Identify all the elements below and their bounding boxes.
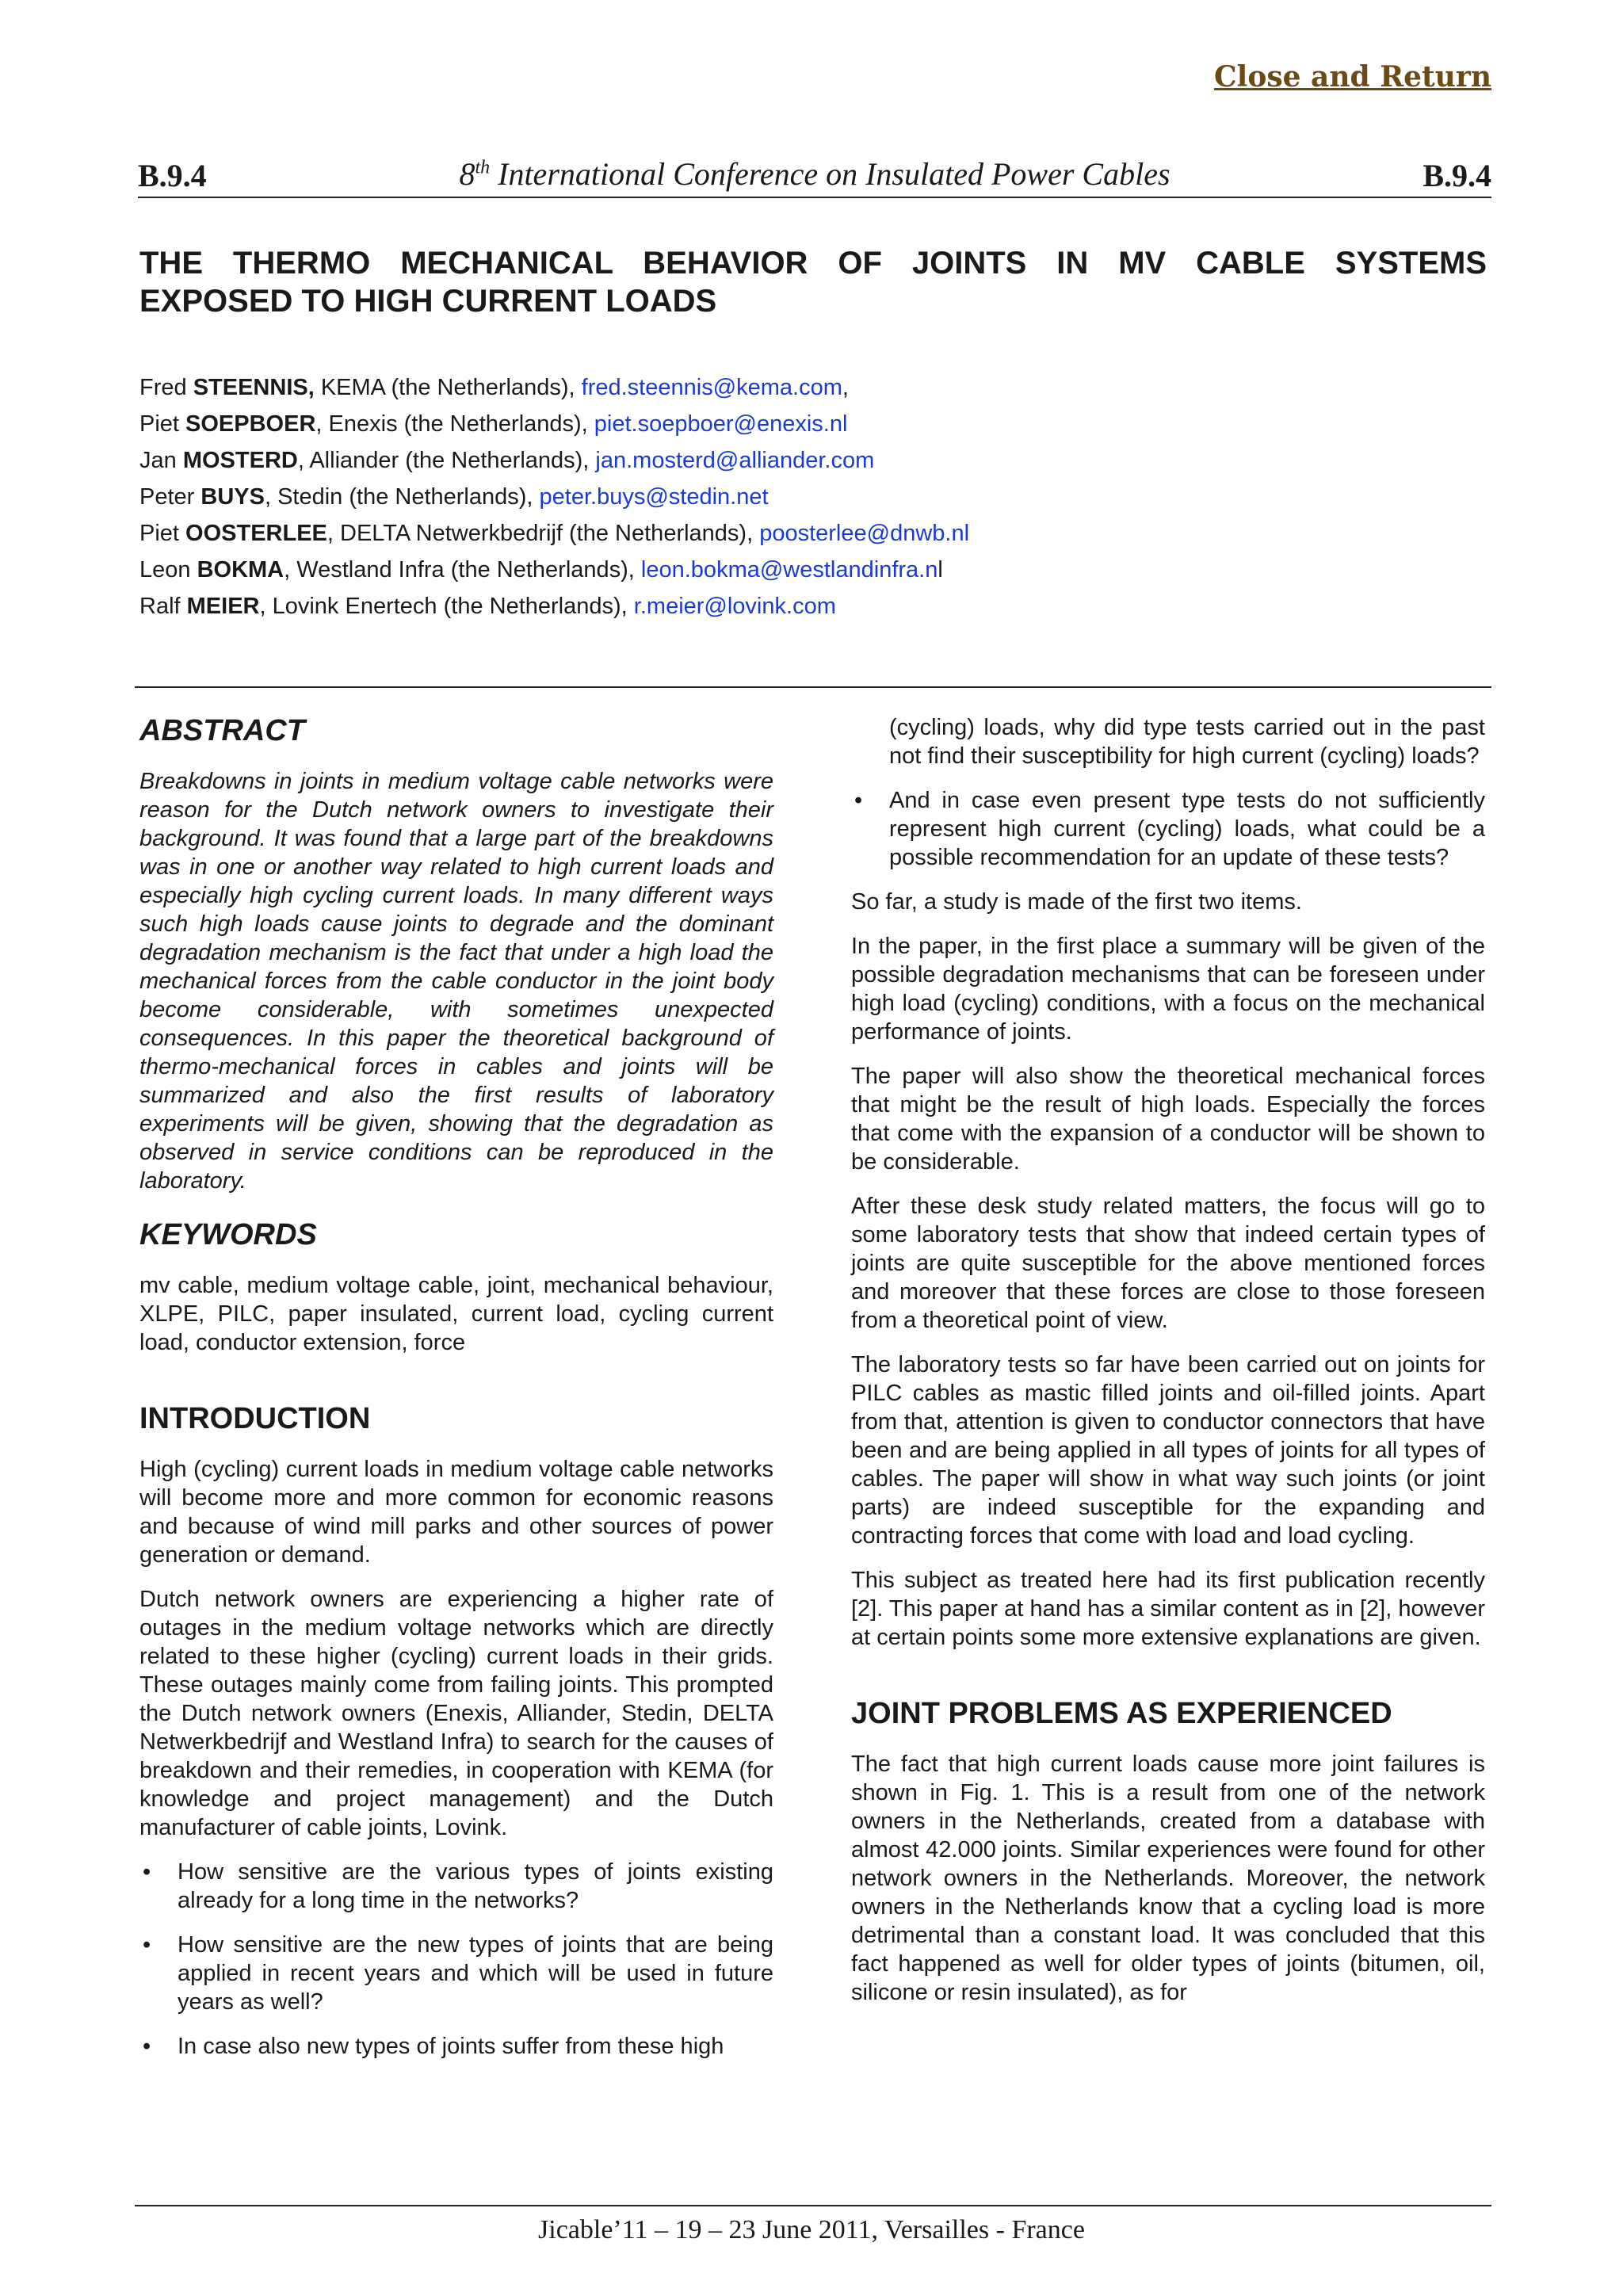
- author-affiliation: , Alliander (the Netherlands),: [297, 448, 596, 473]
- right-column: [851, 713, 1485, 2023]
- list-item: [851, 786, 1485, 872]
- paragraph: The paper will also show the theoretical mechanical forces that might be the result of high loads. Especially the forces that come with the expansion of a conductor will be shown to be considerable.: [851, 1064, 1485, 1175]
- author-line: [139, 552, 969, 588]
- author-line: [139, 369, 969, 406]
- author-list: [139, 369, 969, 625]
- footer-divider: [135, 2205, 1491, 2206]
- question-list: [139, 1858, 773, 2061]
- conference-title: International Conference on Insulated Power Cables: [490, 156, 1170, 192]
- abstract-text: Breakdowns in joints in medium voltage cable networks were reason for the Dutch network owners to investigate their background. It was found that a large part of the breakdowns was in one or another way related to high current loads and especially high cycling current loads. In many different ways such high loads cause joints to degrade and the dominant degradation mechanism is the fact that under a high load the mechanical forces from the cable conductor in the joint body become considerable, with sometimes unexpected consequences. In this paper the theoretical background of thermo-mechanical forces in cables and joints will be summarized and also the first results of laboratory experiments will be given, showing that the degradation as observed in service conditions can be reproduced in the laboratory.: [139, 769, 773, 1194]
- paper-code-left: B.9.4: [138, 158, 207, 193]
- author-line: [139, 479, 969, 515]
- author-last-name: MEIER: [186, 594, 260, 619]
- list-item-text: In case also new types of joints suffer from these high: [178, 2034, 724, 2059]
- close-and-return-link[interactable]: Close and Return: [1213, 60, 1491, 94]
- author-first-name: Piet: [139, 521, 186, 546]
- paper-title: [139, 244, 1487, 320]
- conference-ordinal-suffix: th: [475, 157, 491, 178]
- author-line: [139, 588, 969, 625]
- author-last-name: OOSTERLEE: [185, 521, 327, 546]
- bullet-icon: •: [854, 788, 863, 813]
- author-last-name: STEENNIS,: [193, 375, 315, 400]
- author-email-link[interactable]: jan.mosterd@alliander.com: [595, 448, 875, 473]
- keywords-text: mv cable, medium voltage cable, joint, mechanical behaviour, XLPE, PILC, paper insulated, current load, cycling current load, conductor extension, force: [139, 1273, 773, 1355]
- author-line: [139, 442, 969, 479]
- author-last-name: BUYS: [200, 484, 265, 510]
- list-item-text: And in case even present type tests do not sufficiently represent high current (cycling) loads, what could be a possible recommendation for an update of these tests?: [889, 788, 1485, 870]
- author-first-name: Piet: [139, 411, 186, 437]
- abstract-heading: ABSTRACT: [139, 714, 305, 747]
- bullet-icon: •: [143, 2034, 151, 2059]
- author-line: [139, 515, 969, 552]
- keywords-heading: KEYWORDS: [139, 1218, 317, 1251]
- introduction-heading: INTRODUCTION: [139, 1402, 371, 1435]
- author-last-name: MOSTERD: [182, 448, 298, 473]
- author-email-link[interactable]: r.meier@lovink.com: [633, 594, 836, 619]
- list-item: [139, 1858, 773, 1915]
- author-tail: l: [938, 557, 943, 583]
- joint-problems-heading: JOINT PROBLEMS AS EXPERIENCED: [851, 1697, 1392, 1730]
- author-affiliation: , Westland Infra (the Netherlands),: [284, 557, 641, 583]
- header-divider: [135, 686, 1491, 688]
- intro-paragraph-2: Dutch network owners are experiencing a higher rate of outages in the medium voltage networks which are directly related to these higher (cycling) current loads in their grids. These outages mainly come from failing joints. This prompted the Dutch network owners (Enexis, Alliander, Stedin, DELTA Netwerkbedrijf and Westland Infra) to search for the causes of breakdown and their remedies, in cooperation with KEMA (for knowledge and project management) and the Dutch manufacturer of cable joints, Lovink.: [139, 1587, 773, 1840]
- list-item: [139, 2032, 773, 2061]
- question-list-continued: [851, 786, 1485, 872]
- bullet-continuation: (cycling) loads, why did type tests carried out in the past not find their susceptibility for high current (cycling) loads?: [889, 715, 1485, 769]
- list-item: [139, 1931, 773, 2016]
- author-affiliation: , Enexis (the Netherlands),: [315, 411, 594, 437]
- bullet-icon: •: [143, 1859, 151, 1885]
- author-first-name: Peter: [139, 484, 201, 510]
- conference-ordinal: 8: [459, 156, 475, 192]
- left-column: [139, 713, 773, 2076]
- page-header: [138, 152, 1491, 198]
- author-first-name: Jan: [139, 448, 183, 473]
- paragraph: In the paper, in the first place a summary will be given of the possible degradation mechanisms that can be foreseen under high load (cycling) conditions, with a focus on the mechanical performance of joints.: [851, 934, 1485, 1045]
- author-email-link[interactable]: piet.soepboer@enexis.nl: [594, 411, 848, 437]
- conference-name: [138, 155, 1491, 193]
- author-first-name: Fred: [139, 375, 193, 400]
- list-item-text: How sensitive are the various types of joints existing already for a long time in the networks?: [178, 1859, 773, 1913]
- title-line-2: EXPOSED TO HIGH CURRENT LOADS: [139, 284, 717, 319]
- intro-paragraph-1: High (cycling) current loads in medium voltage cable networks will become more and more common for economic reasons and because of wind mill parks and other sources of power generation or demand.: [139, 1457, 773, 1568]
- bullet-icon: •: [143, 1932, 151, 1958]
- paragraph: After these desk study related matters, the focus will go to some laboratory tests that show that indeed certain types of joints are quite susceptible for the above mentioned forces and moreover that these forces are close to those foreseen from a theoretical point of view.: [851, 1194, 1485, 1333]
- author-affiliation: KEMA (the Netherlands),: [314, 375, 582, 400]
- author-last-name: SOEPBOER: [185, 411, 316, 437]
- author-line: [139, 406, 969, 442]
- title-line-1: THE THERMO MECHANICAL BEHAVIOR OF JOINTS IN MV CABLE SYSTEMS: [139, 246, 1487, 281]
- paragraph: This subject as treated here had its first publication recently [2]. This paper at hand has a similar content as in [2], however at certain points some more extensive explanations are given.: [851, 1568, 1485, 1650]
- author-affiliation: , Stedin (the Netherlands),: [264, 484, 540, 510]
- author-affiliation: , DELTA Netwerkbedrijf (the Netherlands),: [327, 521, 760, 546]
- author-tail: ,: [842, 375, 849, 400]
- list-item-text: How sensitive are the new types of joints that are being applied in recent years and which will be used in future years as well?: [178, 1932, 773, 2015]
- author-email-link[interactable]: poosterlee@dnwb.nl: [759, 521, 970, 546]
- author-affiliation: , Lovink Enertech (the Netherlands),: [259, 594, 634, 619]
- paragraph: The fact that high current loads cause more joint failures is shown in Fig. 1. This is a result from one of the network owners in the Netherlands, created from a database with almost 42.000 joints. Similar experiences were found for other network owners in the Netherlands. Moreover, the network owners in the Netherlands know that a cycling load is more detrimental than a constant load. It was concluded that this fact happened as well for older types of joints (bitumen, oil, silicone or resin insulated), as for: [851, 1752, 1485, 2005]
- author-first-name: Leon: [139, 557, 197, 583]
- author-email-link[interactable]: peter.buys@stedin.net: [539, 484, 769, 510]
- author-email-link[interactable]: leon.bokma@westlandinfra.n: [640, 557, 938, 583]
- paragraph: So far, a study is made of the first two items.: [851, 889, 1302, 915]
- paragraph: The laboratory tests so far have been carried out on joints for PILC cables as mastic filled joints and oil-filled joints. Apart from that, attention is given to conductor connectors that have been and are being applied in all types of joints for all types of cables. The paper will show in what way such joints (or joint parts) are indeed susceptible for the expanding and contracting forces that come with load and load cycling.: [851, 1352, 1485, 1549]
- author-first-name: Ralf: [139, 594, 187, 619]
- author-last-name: BOKMA: [197, 557, 285, 583]
- paper-code-right: B.9.4: [1423, 158, 1491, 193]
- author-email-link[interactable]: fred.steennis@kema.com: [581, 375, 842, 400]
- page-footer: Jicable’11 – 19 – 23 June 2011, Versailles - France: [538, 2215, 1085, 2244]
